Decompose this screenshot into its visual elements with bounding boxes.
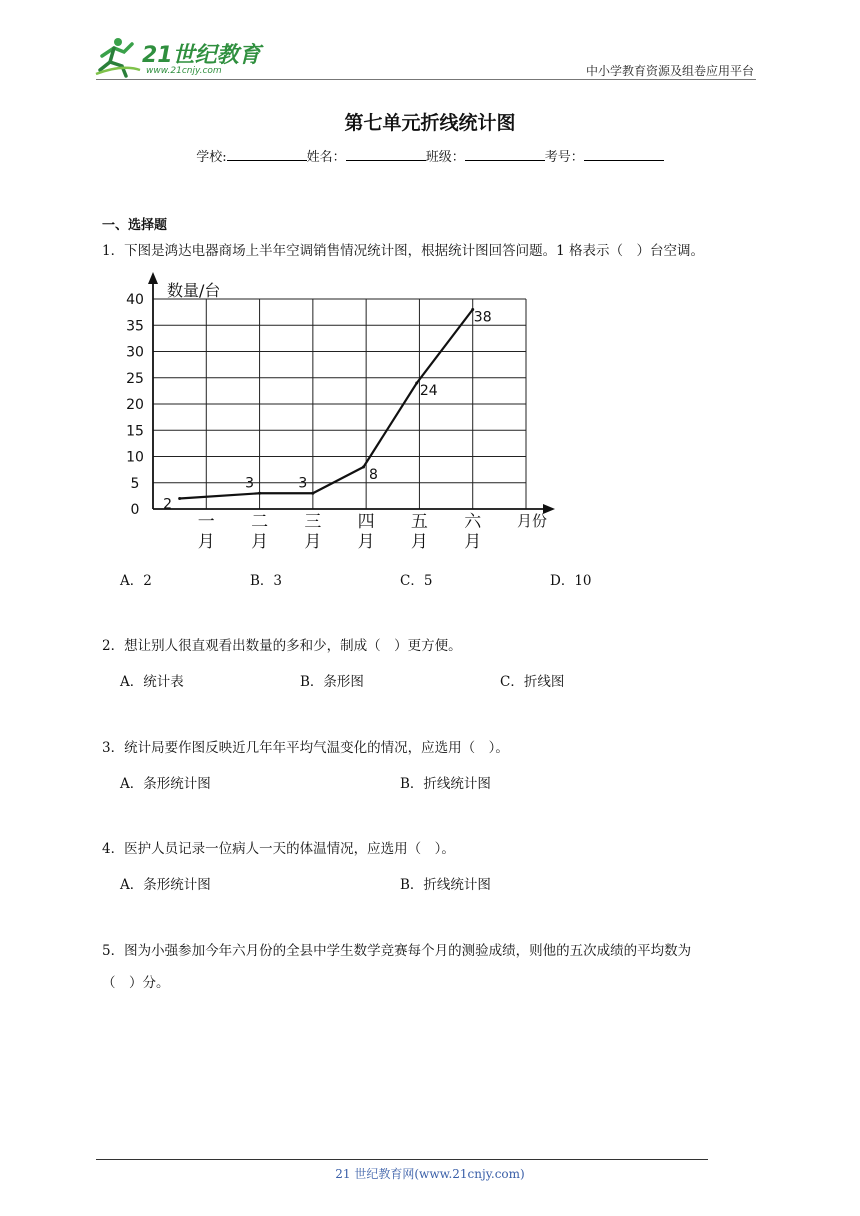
y-tick-label: 30 (126, 344, 144, 361)
x-tick-label: 月 (464, 532, 482, 552)
footer-text: 21 世纪教育网(www.21cnjy.com) (335, 1167, 525, 1181)
data-point (311, 492, 314, 495)
name-blank[interactable] (346, 148, 426, 161)
x-tick-label: 四 (357, 512, 375, 532)
q2-option-c[interactable]: C．折线图 (500, 674, 565, 690)
footer-divider (96, 1159, 708, 1160)
data-label: 3 (245, 475, 255, 492)
question-5-text-line1: 5．图为小强参加今年六月份的全县中学生数学竞赛每个月的测验成绩，则他的五次成绩的平均数为 (102, 943, 692, 959)
y-tick-label: 25 (126, 370, 144, 387)
y-tick-label: 15 (126, 423, 144, 440)
y-tick-label: 5 (130, 475, 140, 492)
x-tick-label: 月 (197, 532, 215, 552)
q3-option-a[interactable]: A．条形统计图 (120, 776, 211, 792)
student-info-line (0, 146, 860, 165)
q3-option-b[interactable]: B．折线统计图 (400, 776, 491, 792)
data-point (362, 466, 365, 469)
y-tick-label: 40 (126, 292, 144, 308)
data-label: 2 (163, 496, 173, 513)
data-label: 24 (419, 383, 438, 399)
data-point (415, 382, 418, 385)
question-1-text: 1．下图是鸿达电器商场上半年空调销售情况统计图，根据统计图回答问题。1 格表示（ ）台空调。 (102, 243, 704, 259)
y-tick-label: 0 (130, 502, 140, 518)
y-tick-label: 10 (126, 449, 144, 466)
q4-option-a[interactable]: A．条形统计图 (120, 877, 211, 893)
number-label: 考号： (544, 150, 584, 165)
y-tick-label: 35 (126, 318, 144, 335)
logo-url: www.21cnjy.com (146, 66, 222, 76)
x-tick-label: 一 (197, 512, 215, 532)
y-tick-label: 20 (126, 397, 144, 413)
q1-option-b[interactable]: B．3 (250, 573, 283, 589)
school-label: 学校: (196, 150, 227, 165)
section-heading: 一、选择题 (102, 218, 168, 233)
x-tick-label: 月 (357, 532, 375, 552)
data-point (178, 497, 181, 500)
question-3-text: 3．统计局要作图反映近几年年平均气温变化的情况，应选用（ ）。 (102, 740, 509, 756)
data-label: 3 (298, 475, 308, 492)
q1-option-c[interactable]: C．5 (400, 573, 433, 589)
x-tick-label: 月 (410, 532, 428, 552)
x-tick-label: 五 (410, 512, 428, 532)
header-divider (96, 79, 756, 80)
data-label: 8 (369, 467, 378, 483)
x-tick-label: 月 (251, 532, 269, 552)
y-axis-label: 数量/台 (167, 281, 221, 300)
question-4-text: 4．医护人员记录一位病人一天的体温情况，应选用（ ）。 (102, 841, 455, 857)
logo-text: 21世纪教育 (142, 43, 261, 68)
q1-option-a[interactable]: A．2 (120, 573, 152, 589)
question-5-text-line2: （ ）分。 (102, 975, 170, 991)
number-blank[interactable] (584, 148, 664, 161)
data-point (258, 492, 261, 495)
q1-option-d[interactable]: D．10 (550, 573, 592, 589)
x-tick-label: 三 (304, 512, 322, 532)
class-label: 班级： (425, 150, 465, 165)
page-title: 第七单元折线统计图 (344, 112, 516, 134)
x-tick-label: 月 (304, 532, 322, 552)
question-2-text: 2．想让别人很直观看出数量的多和少，制成（ ）更方便。 (102, 638, 462, 654)
x-axis-label: 月份 (517, 512, 548, 530)
platform-label: 中小学教育资源及组卷应用平台 (585, 64, 754, 78)
school-blank[interactable] (227, 148, 307, 161)
q2-option-a[interactable]: A．统计表 (120, 674, 184, 690)
q4-option-b[interactable]: B．折线统计图 (400, 877, 491, 893)
q2-option-b[interactable]: B．条形图 (300, 674, 364, 690)
data-label: 38 (473, 309, 492, 326)
class-blank[interactable] (465, 148, 545, 161)
name-label: 姓名： (306, 150, 346, 165)
x-tick-label: 六 (464, 512, 482, 532)
y-axis-arrow (148, 272, 158, 284)
x-tick-label: 二 (251, 512, 269, 532)
sales-line-chart (115, 268, 565, 562)
